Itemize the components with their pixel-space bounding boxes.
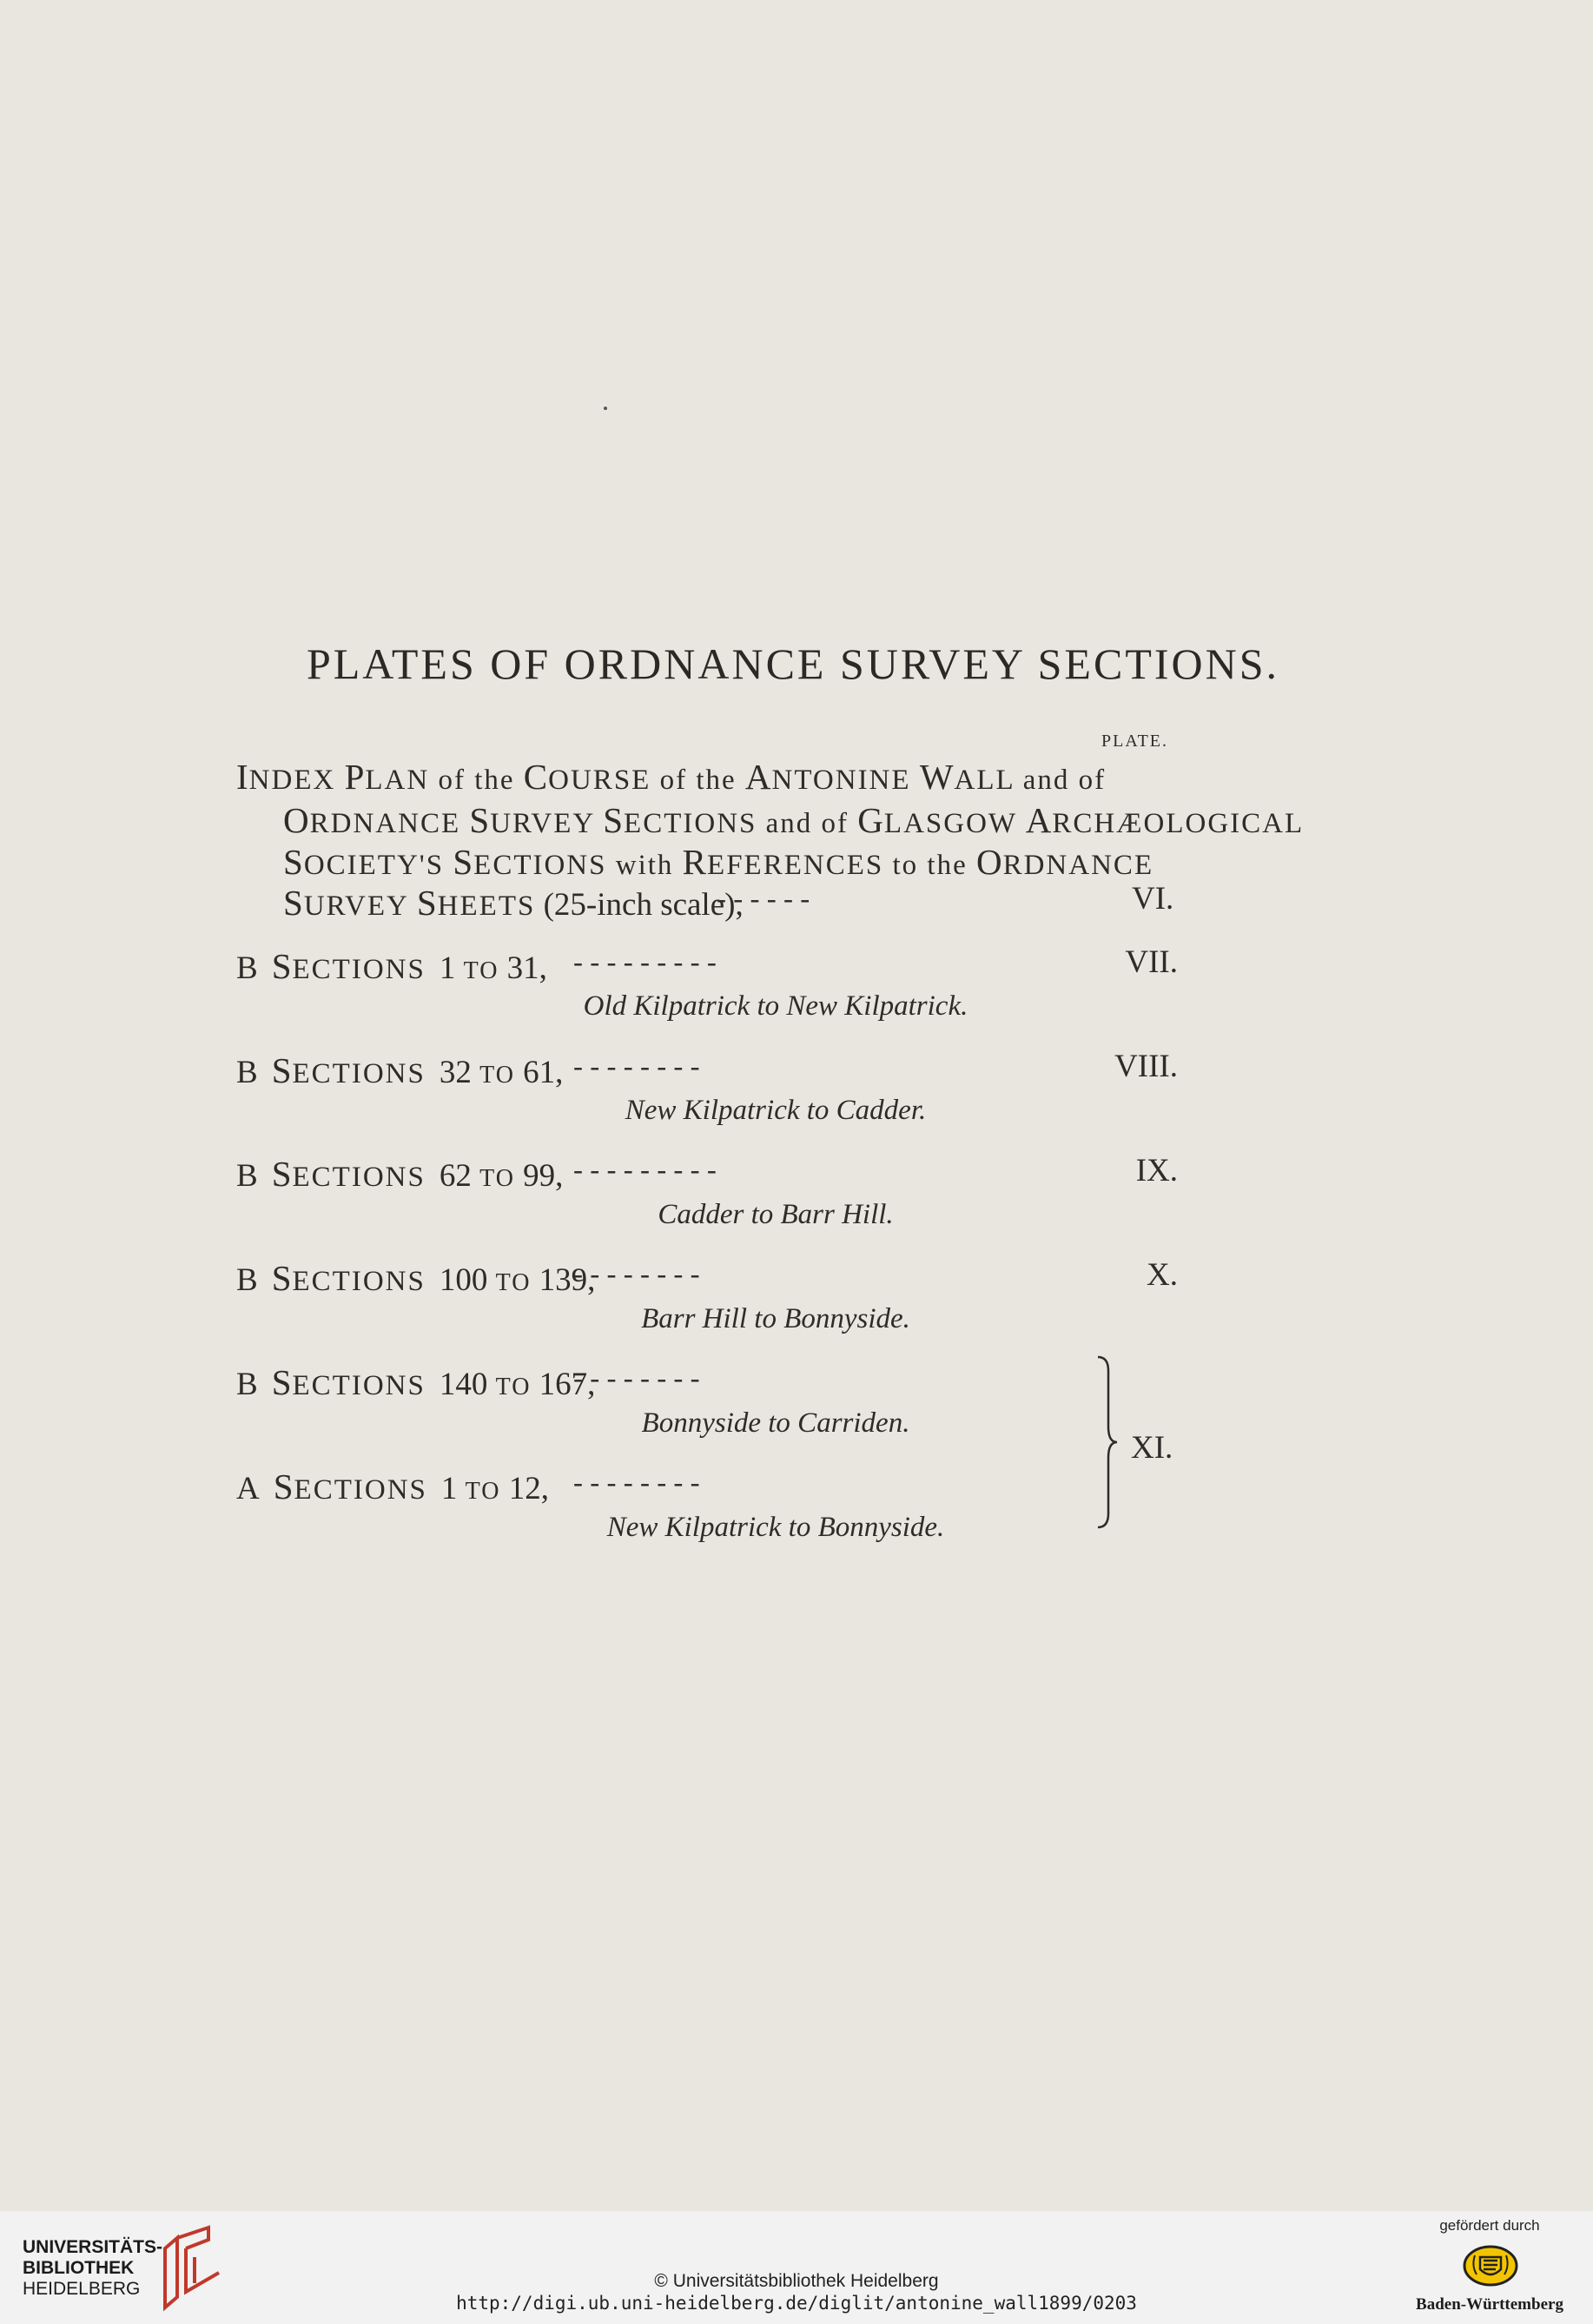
index-line-1-text: INDEX PLAN of the COURSE of the ANTONINE WALL and of <box>236 757 1107 797</box>
section-entry-row <box>236 1257 595 1299</box>
entry-label: SECTIONS <box>273 1467 427 1506</box>
section-entry-row <box>236 1361 595 1403</box>
index-line-4-text: SURVEY SHEETS (25-inch scale), <box>283 883 744 923</box>
index-line-4 <box>283 882 744 924</box>
entry-route: Barr Hill to Bonnyside. <box>641 1303 910 1334</box>
entry-range: 140 TO 167, <box>439 1367 596 1402</box>
copyright-notice: © Universitätsbibliothek Heidelberg <box>654 2271 939 2291</box>
entry-route: New Kilpatrick to Bonnyside. <box>606 1512 945 1543</box>
page-title: PLATES OF ORDNANCE SURVEY SECTIONS. <box>306 639 1280 688</box>
entry-range: 62 TO 99, <box>439 1158 564 1194</box>
entry-range: 1 TO 12, <box>440 1471 549 1506</box>
entry-letter: B <box>236 1055 258 1090</box>
entry-plate-number: VIII. <box>1114 1049 1178 1084</box>
sponsor-name: Baden-Württemberg <box>1416 2295 1563 2314</box>
index-line-3-text: SOCIETY'S SECTIONS with REFERENCES to the ORDNANCE <box>283 842 1154 882</box>
entry-leader-dots: - - - - - - - - <box>573 1467 700 1499</box>
entry-range: 100 TO 139, <box>439 1262 596 1298</box>
entry-range: 1 TO 31, <box>439 950 547 986</box>
section-entry-row <box>236 1049 563 1091</box>
index-plate-number: VI. <box>1132 881 1174 917</box>
index-line-2-text: ORDNANCE SURVEY SECTIONS and of GLASGOW ARCHÆOLOGICAL <box>283 800 1305 840</box>
entry-leader-dots: - - - - - - - - <box>573 1259 700 1290</box>
entry-leader-dots: - - - - - - - - - <box>573 947 717 978</box>
index-line-2 <box>283 799 1304 841</box>
section-entry-row <box>236 1466 549 1507</box>
entry-letter: B <box>236 950 258 986</box>
library-name-line1: UNIVERSITÄTS- <box>23 2237 163 2257</box>
section-entry-row <box>236 1153 563 1195</box>
entry-leader-dots: - - - - - - - - <box>573 1051 700 1083</box>
entry-letter: B <box>236 1367 258 1402</box>
source-url-link[interactable]: http://digi.ub.uni-heidelberg.de/diglit/antonine_wall1899/0203 <box>456 2293 1137 2314</box>
brace-icon <box>1096 1355 1119 1529</box>
entry-range: 32 TO 61, <box>439 1055 564 1090</box>
entry-label: SECTIONS <box>271 1154 426 1194</box>
coat-of-arms-icon <box>1456 2240 1525 2292</box>
entry-leader-dots: - - - - - - - - - <box>573 1155 717 1186</box>
entry-plate-number: IX. <box>1135 1153 1178 1188</box>
entry-letter: A <box>236 1471 260 1506</box>
library-name-line2: BIBLIOTHEK <box>23 2258 135 2278</box>
entry-plate-number: VII. <box>1125 944 1178 980</box>
index-line-3 <box>283 841 1153 883</box>
entry-route: Old Kilpatrick to New Kilpatrick. <box>583 990 968 1022</box>
entry-label: SECTIONS <box>271 1050 426 1090</box>
entry-route: New Kilpatrick to Cadder. <box>625 1095 927 1126</box>
index-line-1 <box>236 756 1106 798</box>
entry-leader-dots: - - - - - - - - <box>573 1363 700 1394</box>
index-leader-dots: - - - - - - <box>717 884 810 915</box>
entry-label: SECTIONS <box>271 946 426 986</box>
entry-letter: B <box>236 1262 258 1298</box>
section-entry-row <box>236 945 547 987</box>
entry-route: Cadder to Barr Hill. <box>658 1199 894 1230</box>
library-name-line3: HEIDELBERG <box>23 2279 141 2299</box>
shared-plate-number: XI. <box>1131 1430 1173 1466</box>
paper-speck <box>604 407 607 410</box>
plate-column-header: PLATE. <box>1101 732 1168 751</box>
sponsor-label: gefördert durch <box>1439 2217 1540 2234</box>
entry-letter: B <box>236 1158 258 1194</box>
entry-label: SECTIONS <box>271 1362 426 1402</box>
entry-label: SECTIONS <box>271 1258 426 1298</box>
entry-plate-number: X. <box>1147 1257 1178 1293</box>
entry-route: Bonnyside to Carriden. <box>641 1407 910 1439</box>
